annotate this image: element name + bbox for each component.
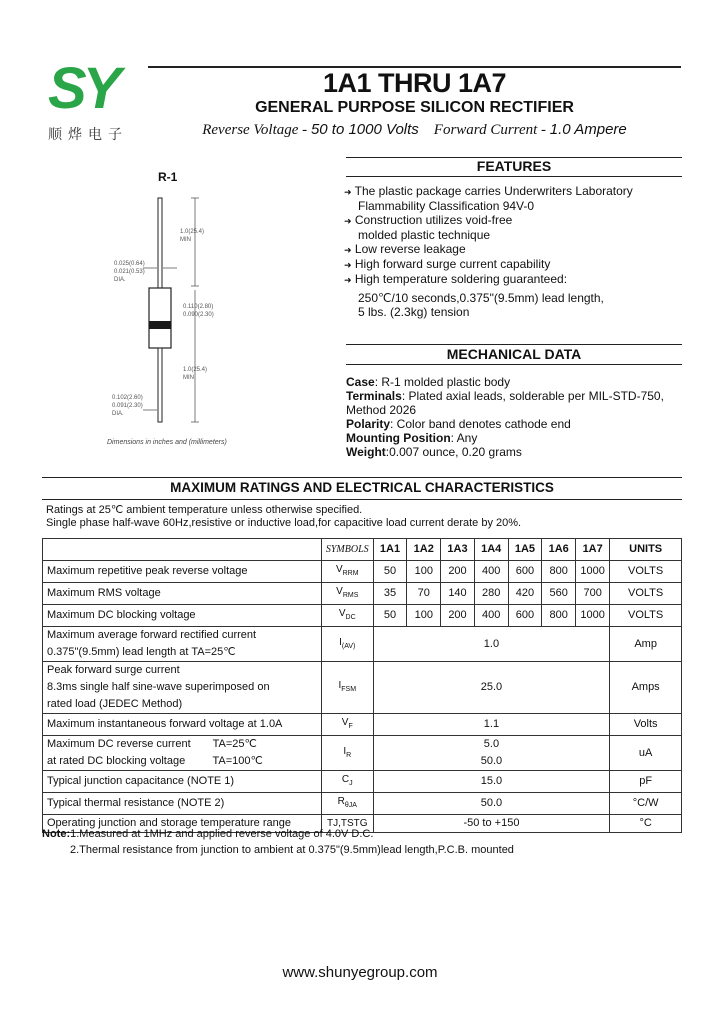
dim-lead-dia-c: DIA.: [114, 277, 126, 283]
mech-case: Case: R-1 molded plastic body: [346, 375, 511, 389]
mech-mounting: Mounting Position: Any: [346, 431, 478, 445]
dim-body-dia-b: 0.091(2.30): [112, 403, 143, 409]
table-row: Maximum DC reverse current TA=25℃ at rated DC blocking voltage TA=100℃ $I_R$ 5.0 50.0 uA: [43, 736, 682, 771]
ratings-heading: MAXIMUM RATINGS AND ELECTRICAL CHARACTERISTICS: [170, 480, 554, 495]
mechanical-heading: MECHANICAL DATA: [446, 346, 582, 362]
footer-url[interactable]: www.shunyegroup.com: [282, 964, 438, 981]
table-row: Maximum average forward rectified current 0.375"(9.5mm) lead length at TA=25℃ $I_{(AV)}$ 1.0 Amp: [43, 627, 682, 662]
mechanical-rule-bottom: [346, 364, 682, 365]
cathode-band: [149, 321, 171, 329]
table-row: Typical junction capacitance (NOTE 1) $C_J$ 15.0 pF: [43, 771, 682, 793]
mech-terminals: Terminals: Plated axial leads, solderable per MIL-STD-750,: [346, 389, 664, 403]
note-2: 2.Thermal resistance from junction to ambient at 0.375"(9.5mm)lead length,P.C.B. mounted: [70, 844, 514, 856]
feature-item: ➜ Low reverse leakage: [344, 242, 466, 256]
dimension-note: Dimensions in inches and (millimeters): [107, 439, 227, 446]
dim-body-dia-c: DIA.: [112, 411, 124, 417]
feature-continuation: Flammability Classification 94V-0: [358, 199, 535, 213]
table-header-row: [43, 539, 682, 561]
page-title: 1A1 THRU 1A7: [322, 68, 507, 98]
mech-weight: Weight:0.007 ounce, 0.20 grams: [346, 445, 522, 459]
forward-current-value: 1.0 Ampere: [549, 121, 627, 138]
col-part: 1A6: [542, 539, 576, 561]
dim-lead-top-min: MIN: [180, 237, 191, 243]
feature-soldering-1: 250℃/10 seconds,0.375"(9.5mm) lead length,: [358, 291, 604, 305]
feature-soldering-2: 5 lbs. (2.3kg) tension: [358, 305, 470, 319]
features-rule-bottom: [346, 176, 682, 177]
mech-polarity: Polarity: Color band denotes cathode end: [346, 417, 571, 431]
feature-item: ➜ High temperature soldering guaranteed:: [344, 272, 568, 286]
table-row: Typical thermal resistance (NOTE 2) $R_{\theta JA}$ 50.0 °C/W: [43, 793, 682, 815]
col-part: 1A5: [508, 539, 542, 561]
note-label: Note:: [42, 828, 71, 840]
table-row: Maximum DC blocking voltage $V_{DC}$ 50 100 200 400 600 800 1000 VOLTS: [43, 605, 682, 627]
col-part: 1A2: [407, 539, 441, 561]
table-row: Maximum instantaneous forward voltage at 1.0A $V_F$ 1.1 Volts: [43, 714, 682, 736]
dim-lead-top: 1.0(25.4): [180, 229, 205, 235]
logo-chinese-name: 顺烨电子: [48, 127, 128, 143]
dim-lead-dia-a: 0.025(0.64): [114, 261, 145, 267]
dim-body-len-b: 0.090(2.30): [183, 312, 214, 318]
col-symbols: SYMBOLS: [321, 539, 373, 561]
col-part: 1A4: [474, 539, 508, 561]
reverse-voltage-value: 50 to 1000 Volts: [310, 121, 419, 138]
note-1: 1.Measured at 1MHz and applied reverse voltage of 4.0V D.C.: [70, 828, 374, 840]
reverse-voltage-label: Reverse Voltage -: [202, 122, 308, 138]
dim-lead-bot-min: MIN: [183, 375, 194, 381]
col-part: 1A7: [576, 539, 610, 561]
rating-tagline: [148, 120, 681, 140]
col-part: 1A1: [373, 539, 407, 561]
feature-item: ➜ The plastic package carries Underwriters Laboratory: [344, 184, 633, 198]
table-row: Peak forward surge current 8.3ms single half sine-wave superimposed on rated load (JEDEC Method) $I_{FSM}$ 25.0 Amps: [43, 662, 682, 714]
page-subtitle: GENERAL PURPOSE SILICON RECTIFIER: [255, 99, 574, 116]
forward-current-label: Forward Current -: [433, 122, 547, 138]
features-list: [344, 184, 684, 319]
ratings-table: [42, 538, 682, 833]
dim-body-len-a: 0.110(2.80): [183, 304, 214, 310]
col-part: 1A3: [441, 539, 475, 561]
dim-lead-dia-b: 0.021(0.53): [114, 269, 145, 275]
ratings-note-2: Single phase half-wave 60Hz,resistive or inductive load,for capacitive load current derate by 20%.: [46, 517, 522, 529]
col-units: UNITS: [610, 539, 682, 561]
feature-continuation: molded plastic technique: [358, 228, 491, 242]
features-heading: FEATURES: [476, 158, 552, 174]
mech-terminals-method: Method 2026: [346, 403, 417, 417]
mechanical-rule-top: [346, 344, 682, 345]
company-logo: [44, 58, 134, 144]
feature-item: ➜ High forward surge current capability: [344, 257, 551, 271]
footnotes: [42, 826, 514, 858]
feature-item: ➜ Construction utilizes void-free: [344, 213, 513, 227]
ratings-rule-bottom: [42, 499, 682, 500]
logo-mark: SY: [48, 56, 118, 121]
table-row: Maximum RMS voltage $V_{RMS}$ 35 70 140 280 420 560 700 VOLTS: [43, 583, 682, 605]
ratings-note-1: Ratings at 25℃ ambient temperature unless otherwise specified.: [46, 504, 363, 516]
dim-lead-bot: 1.0(25.4): [183, 367, 208, 373]
mechanical-data: [346, 375, 691, 459]
ratings-notes: [46, 504, 521, 530]
ratings-rule-top: [42, 477, 682, 478]
table-row: Operating junction and storage temperature range TJ,TSTG -50 to +150 °C: [43, 815, 682, 833]
package-label: R-1: [158, 170, 178, 184]
dim-body-dia-a: 0.102(2.60): [112, 395, 143, 401]
table-row: Maximum repetitive peak reverse voltage $V_{RRM}$ 50 100 200 400 600 800 1000 VOLTS: [43, 561, 682, 583]
